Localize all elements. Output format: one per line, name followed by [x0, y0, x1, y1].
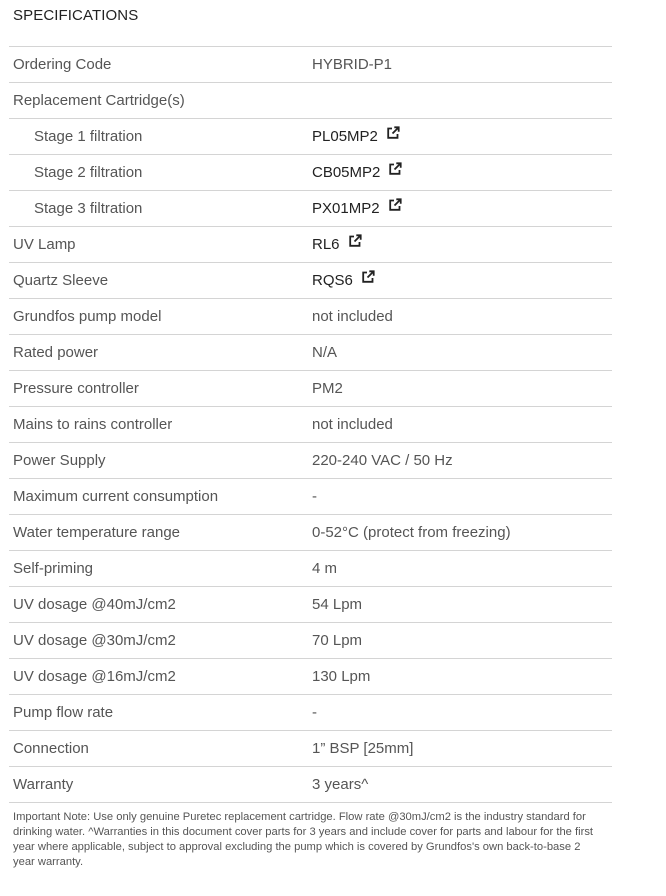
spec-value: [312, 407, 393, 443]
table-row: [9, 191, 612, 227]
table-row: [9, 299, 612, 335]
spec-value-link[interactable]: [312, 227, 362, 263]
spec-label: Warranty: [13, 776, 74, 793]
table-row: [9, 119, 612, 155]
spec-label: Ordering Code: [13, 56, 112, 73]
table-row: [9, 515, 612, 551]
spec-value-text: HYBRID-P1: [312, 56, 393, 73]
important-note: Important Note: Use only genuine Puretec replacement cartridge. Flow rate @30mJ/cm2 is the industry standard for drinking water. ^Warranties in this document cover parts for 3 years and include cover for parts and labour for the first year where applicable, subject to approval excluding the pump which is covered by Grundfos's own back-to-base 2 year warranty.: [13, 811, 594, 868]
table-row: [9, 767, 612, 803]
spec-value-link[interactable]: [312, 119, 400, 155]
spec-value: [312, 551, 337, 587]
spec-label: Pressure controller: [13, 380, 139, 397]
spec-value-text: PL05MP2: [312, 128, 378, 145]
table-row: [9, 551, 612, 587]
spec-value-text: -: [312, 704, 317, 721]
table-row: [9, 479, 612, 515]
spec-value-text: PM2: [312, 380, 343, 397]
spec-value-text: not included: [312, 308, 393, 325]
spec-value: [312, 659, 370, 695]
spec-label: Stage 3 filtration: [34, 200, 143, 217]
external-link-icon[interactable]: [388, 154, 402, 190]
spec-value-text: CB05MP2: [312, 164, 381, 181]
spec-value: [312, 623, 362, 659]
spec-label: Water temperature range: [13, 524, 181, 541]
table-row: [9, 227, 612, 263]
spec-value-text: N/A: [312, 344, 338, 361]
spec-value-text: RQS6: [312, 272, 353, 289]
table-row: [9, 731, 612, 767]
spec-value-link[interactable]: [312, 263, 375, 299]
spec-value: [312, 767, 368, 803]
external-link-icon[interactable]: [386, 118, 400, 154]
spec-value-text: 70 Lpm: [312, 632, 363, 649]
spec-value-text: RL6: [312, 236, 340, 253]
spec-label: Self-priming: [13, 560, 94, 577]
spec-value-link[interactable]: [312, 191, 402, 227]
spec-value: [312, 479, 317, 515]
spec-value-text: 4 m: [312, 560, 338, 577]
spec-value: [312, 335, 337, 371]
spec-value-text: 0-52°C (protect from freezing): [312, 524, 511, 541]
spec-value-text: 220-240 VAC / 50 Hz: [312, 452, 453, 469]
spec-label: UV dosage @16mJ/cm2: [13, 668, 176, 685]
table-row: [9, 263, 612, 299]
spec-value-text: 130 Lpm: [312, 668, 371, 685]
table-row: [9, 47, 612, 83]
external-link-icon[interactable]: [348, 226, 362, 262]
spec-value-link[interactable]: [312, 155, 402, 191]
spec-label: UV dosage @40mJ/cm2: [13, 596, 176, 613]
spec-label: Grundfos pump model: [13, 308, 162, 325]
spec-value: [312, 371, 343, 407]
table-row: [9, 335, 612, 371]
specifications-table: [9, 46, 612, 803]
external-link-icon[interactable]: [388, 190, 402, 226]
spec-value: [312, 299, 393, 335]
spec-label: Pump flow rate: [13, 704, 114, 721]
spec-value-text: 3 years^: [312, 776, 369, 793]
spec-label: Stage 1 filtration: [34, 128, 143, 145]
spec-label: UV Lamp: [13, 236, 76, 253]
spec-value-text: 1” BSP [25mm]: [312, 740, 414, 757]
table-row: [9, 407, 612, 443]
spec-label: Mains to rains controller: [13, 416, 173, 433]
table-row: [9, 659, 612, 695]
table-row: [9, 623, 612, 659]
spec-value: [312, 515, 511, 551]
spec-value: [312, 695, 317, 731]
spec-label: Maximum current consumption: [13, 488, 219, 505]
table-row: [9, 443, 612, 479]
table-row: [9, 587, 612, 623]
table-row: [9, 83, 612, 119]
spec-value-text: 54 Lpm: [312, 596, 363, 613]
spec-label: Rated power: [13, 344, 99, 361]
external-link-icon[interactable]: [361, 262, 375, 298]
spec-label: Quartz Sleeve: [13, 272, 109, 289]
spec-value: [312, 731, 413, 767]
table-row: [9, 695, 612, 731]
table-row: [9, 371, 612, 407]
section-title: SPECIFICATIONS: [13, 7, 139, 24]
spec-value-text: not included: [312, 416, 393, 433]
spec-value: [312, 587, 362, 623]
spec-value-text: PX01MP2: [312, 200, 380, 217]
table-row: [9, 155, 612, 191]
spec-value-text: -: [312, 488, 317, 505]
spec-value: [312, 47, 392, 83]
spec-label: Replacement Cartridge(s): [13, 92, 185, 109]
spec-label: Power Supply: [13, 452, 106, 469]
spec-label: Stage 2 filtration: [34, 164, 143, 181]
spec-label: Connection: [13, 740, 89, 757]
spec-value: [312, 443, 453, 479]
spec-label: UV dosage @30mJ/cm2: [13, 632, 176, 649]
